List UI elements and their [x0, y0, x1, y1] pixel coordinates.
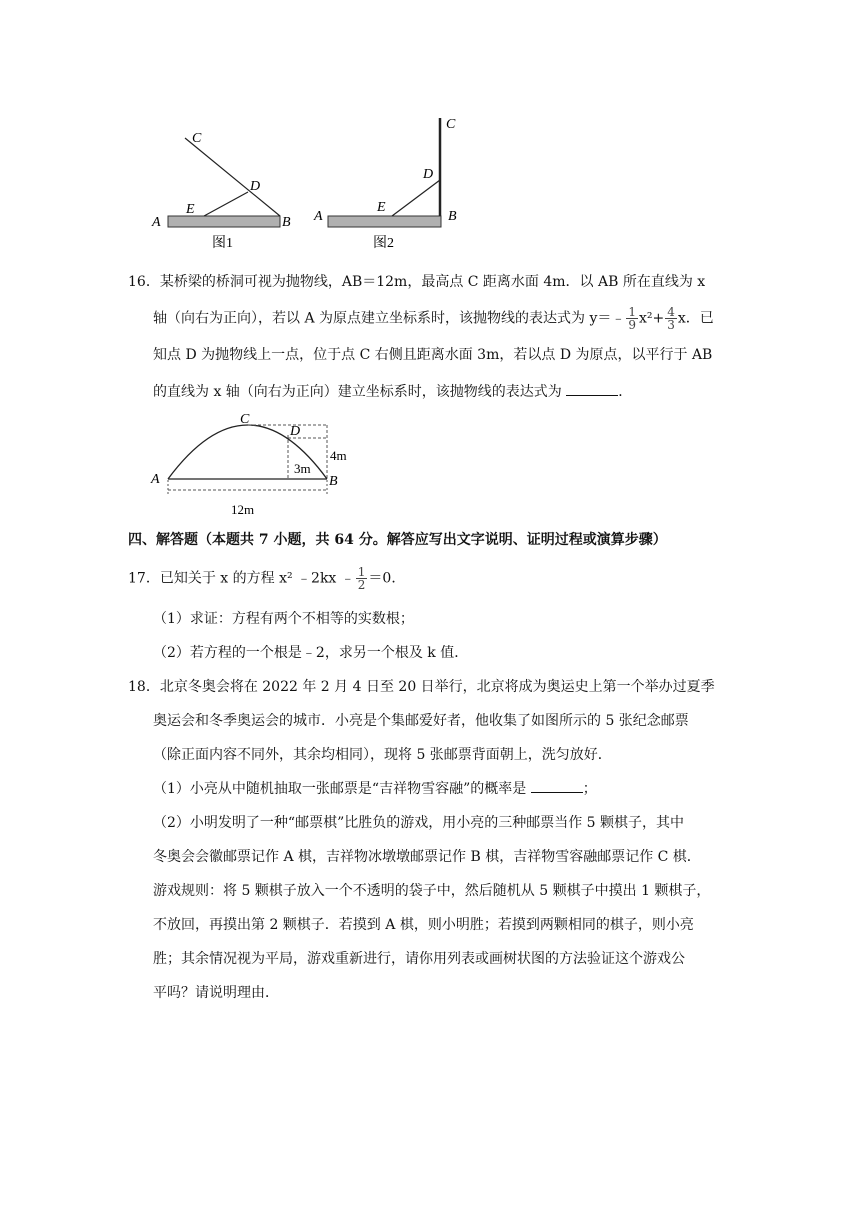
q16-text-4: 的直线为 x 轴（向右为正向）建立坐标系时，该抛物线的表达式为 [153, 384, 562, 400]
bridge-figure [145, 408, 365, 520]
q17-frac-den: 2 [357, 578, 366, 592]
q16-frac2-num: 4 [667, 305, 675, 319]
q18-part-2-text-5: 胜；其余情况视为平局，游戏重新进行，请你用列表或画树状图的方法验证这个游戏公 [153, 951, 685, 967]
fig2-label-d: D [423, 167, 434, 182]
q18-text-1: 北京冬奥会将在 2022 年 2 月 4 日至 20 日举行，北京将成为奥运史上第一个举办过夏季 [159, 679, 715, 695]
fig1-label-a: A [152, 215, 161, 230]
fig1-bar [168, 216, 280, 227]
figure-2 [313, 117, 457, 251]
q18-part-1-text: （1）小亮从中随机抽取一张邮票是“吉祥物雪容融”的概率是 [153, 781, 527, 797]
q18-number: 18． [128, 679, 160, 695]
q17-fraction [356, 566, 368, 591]
figures-top [140, 108, 480, 258]
q16-text-3: 知点 D 为抛物线上一点，位于点 C 右侧且距离水面 3m，若以点 D 为原点，以平行于 AB [153, 347, 713, 363]
fig1-label-e: E [186, 202, 195, 217]
fig2-line-ed [392, 180, 440, 216]
q18-text-2: 奥运会和冬季奥运会的城市．小亮是个集邮爱好者，他收集了如图所示的 5 张纪念邮票 [153, 713, 689, 729]
q16-answer-blank[interactable] [566, 382, 618, 396]
q18-part-1 [153, 779, 597, 799]
q18-text-3: （除正面内容不同外，其余均相同），现将 5 张邮票背面朝上，洗匀放好． [153, 747, 612, 763]
fig1-label-c: C [192, 131, 202, 146]
fig2-label-e: E [377, 200, 386, 215]
q18-part-2-text-2: 冬奥会会徽邮票记作 A 棋，吉祥物冰墩墩邮票记作 B 棋，吉祥物雪容融邮票记作 C 棋． [153, 849, 701, 865]
q18-line-3 [153, 745, 612, 765]
q18-part-2-line-5 [153, 949, 685, 969]
q16-text-2b: x²+ [639, 310, 665, 327]
fig2-label-a: A [314, 209, 323, 224]
q18-part-2-line-2 [153, 847, 701, 867]
fig2-caption: 图2 [373, 236, 394, 251]
q18-part-2-text-6: 平吗？请说明理由． [153, 985, 279, 1001]
fig1-label-d: D [250, 179, 261, 194]
bridge-label-c: C [240, 412, 250, 427]
q17-part-2-text: （2）若方程的一个根是﹣2，求另一个根及 k 值． [153, 645, 469, 661]
q18-part-2-line-3 [153, 881, 710, 901]
q17-part-1 [153, 609, 414, 629]
q16-text-1: 某桥梁的桥洞可视为抛物线，AB＝12m，最高点 C 距离水面 4m．以 AB 所在直线为 x [159, 274, 706, 290]
q18-line-2 [153, 711, 689, 731]
q17-stem [128, 566, 405, 591]
q16-fraction-1 [626, 306, 638, 331]
q18-part-2-line-1 [153, 813, 684, 833]
bridge-label-a: A [151, 472, 160, 487]
q16-text-2c: x．已 [677, 310, 714, 327]
q16-line-2 [153, 306, 714, 331]
q18-line-1 [128, 677, 715, 697]
q18-part-2-line-4 [153, 915, 694, 935]
q18-part-2-text-1: （2）小明发明了一种“邮票棋”比胜负的游戏，用小亮的三种邮票当作 5 颗棋子，其中 [153, 815, 685, 831]
fig2-label-c: C [446, 117, 456, 132]
q16-frac2-den: 3 [667, 318, 675, 332]
bridge-label-b: B [329, 474, 338, 489]
figure-1 [151, 131, 291, 251]
q17-number: 17． [128, 570, 160, 587]
q16-line-3 [153, 345, 712, 365]
bridge-label-4m: 4m [330, 448, 347, 463]
q18-answer-blank[interactable] [531, 779, 583, 793]
fig1-caption: 图1 [212, 236, 233, 251]
bridge-label-3m: 3m [294, 461, 311, 476]
q16-frac1-num: 1 [628, 305, 637, 319]
q17-part-1-text: （1）求证：方程有两个不相等的实数根； [153, 611, 414, 627]
q16-fraction-2 [665, 306, 677, 331]
q16-frac1-den: 9 [628, 318, 637, 332]
fig1-label-b: B [282, 215, 291, 230]
q18-part-1-end: ； [582, 781, 597, 797]
fig1-line-cb [185, 138, 280, 216]
section-4-heading-text: 四、解答题（本题共 7 小题，共 64 分。解答应写出文字说明、证明过程或演算步骤） [128, 532, 667, 548]
fig2-label-b: B [448, 209, 457, 224]
q18-part-2-text-4: 不放回，再摸出第 2 颗棋子．若摸到 A 棋，则小明胜；若摸到两颗相同的棋子，则小亮 [153, 917, 694, 933]
q16-text-4-end: ． [618, 384, 633, 400]
q17-frac-num: 1 [357, 565, 366, 579]
q17-stem-a: 已知关于 x 的方程 x² ﹣2kx ﹣ [159, 570, 355, 587]
q17-stem-b: ＝0． [368, 570, 406, 587]
q17-part-2 [153, 643, 468, 663]
fig2-bar [328, 216, 441, 227]
q16-line-1 [128, 272, 705, 292]
bridge-label-12m: 12m [231, 502, 255, 517]
bridge-label-d: D [290, 424, 301, 439]
q16-number: 16． [128, 274, 160, 290]
q18-part-2-line-6 [153, 983, 279, 1003]
fig1-line-ed [204, 192, 248, 216]
q18-part-2-text-3: 游戏规则：将 5 颗棋子放入一个不透明的袋子中，然后随机从 5 颗棋子中摸出 1 颗棋子， [153, 883, 711, 899]
q16-line-4 [153, 382, 632, 402]
section-4-heading [128, 530, 667, 550]
q16-text-2a: 轴（向右为正向），若以 A 为原点建立坐标系时，该抛物线的表达式为 y＝﹣ [153, 310, 626, 327]
